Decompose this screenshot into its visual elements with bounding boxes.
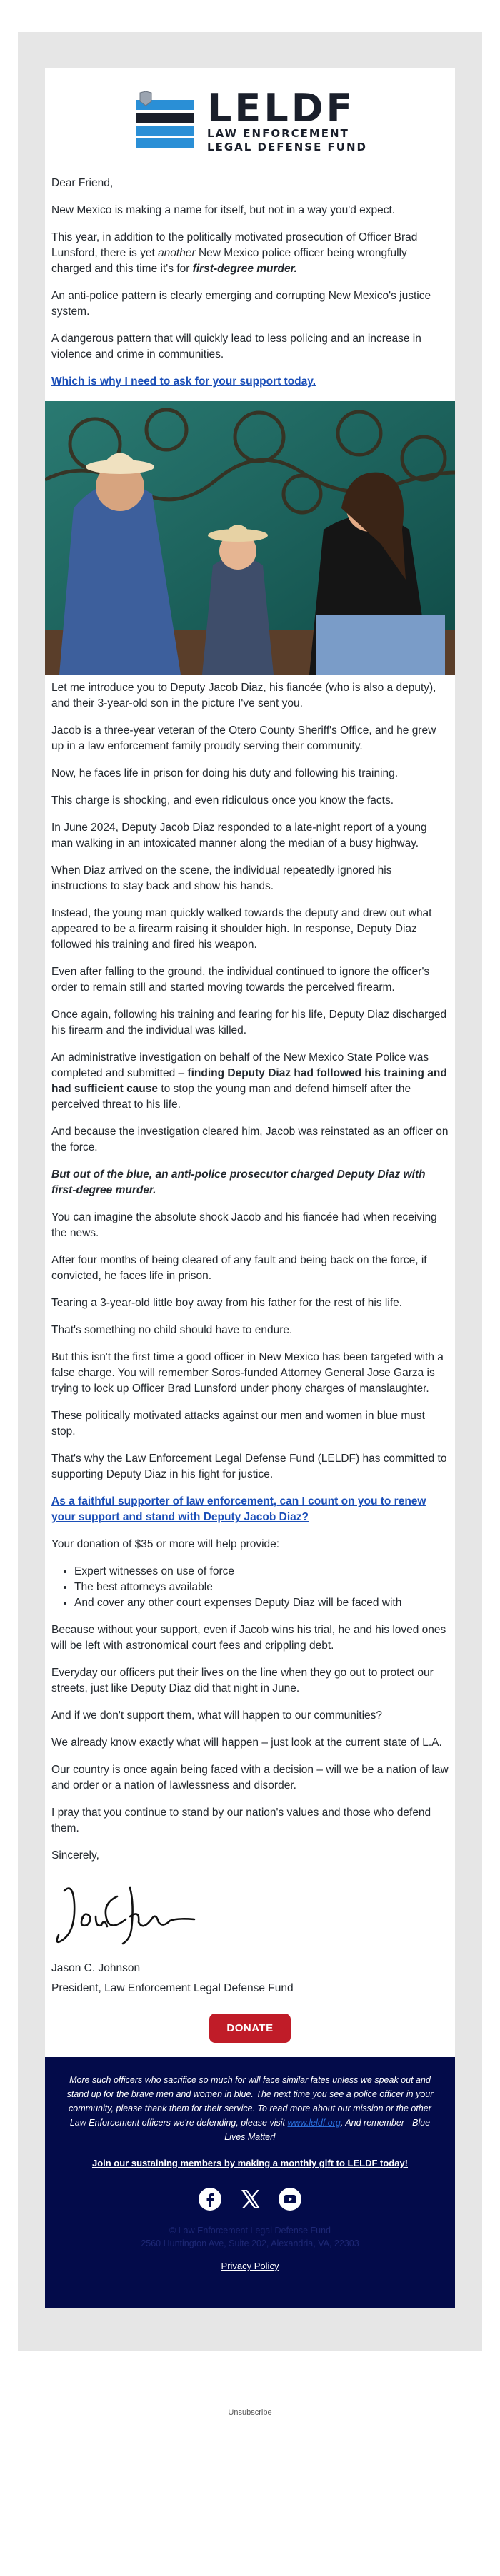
logo-title: LELDF (207, 85, 356, 131)
badge-icon (133, 91, 197, 153)
unsubscribe-link[interactable]: Unsubscribe (228, 2408, 272, 2417)
paragraph: Even after falling to the ground, the individual continued to ignore the officer's order to remain still and started moving towards the perceived firearm. (51, 966, 430, 994)
support-link[interactable]: Which is why I need to ask for your support today. (51, 375, 316, 388)
paragraph: And because the investigation cleared him, Jacob was reinstated as an officer on the force. (51, 1126, 449, 1153)
paragraph: Because without your support, even if Jacob wins his trial, he and his loved ones will be left with astronomical court fees and crippling debt. (51, 1624, 446, 1652)
paragraph: When Diaz arrived on the scene, the individual repeatedly ignored his instructions to stay back and show his hands. (51, 864, 392, 892)
list-item: • The best attorneys available (74, 1580, 449, 1595)
logo-subtitle-2: LEGAL DEFENSE FUND (207, 140, 367, 153)
leldf-logo (51, 85, 449, 156)
paragraph: These politically motivated attacks against our men and women in blue must stop. (51, 1410, 425, 1438)
privacy-policy-link[interactable]: Privacy Policy (221, 2261, 279, 2271)
paragraph: In June 2024, Deputy Jacob Diaz responded to a late-night report of a young man walking in an intoxicated manner along the median of a busy highway. (51, 822, 427, 849)
paragraph: Jacob is a three-year veteran of the Otero County Sheriff's Office, and he grew up in a law enforcement family proudly serving their community. (51, 724, 436, 752)
paragraph: This year, in addition to the politically motivated prosecution of Officer Brad Lunsford, there is yet another New Mexico police officer being wrongfully charged and this time it's for first-degree murder. (51, 231, 418, 275)
paragraph: Let me introduce you to Deputy Jacob Diaz, his fiancée (who is also a deputy), and their 3-year-old son in the picture I've sent you. (51, 682, 436, 709)
paragraph: Instead, the young man quickly walked towards the deputy and drew out what appeared to be a firearm raising it shoulder high. In response, Deputy Diaz followed his training and fired his weapon. (51, 907, 432, 951)
paragraph: Everyday our officers put their lives on the line when they go out to protect our streets, just like Deputy Diaz did that night in June. (51, 1667, 434, 1694)
paragraph: You can imagine the absolute shock Jacob and his fiancée had when receiving the news. (51, 1211, 437, 1239)
donate-wrap (51, 2008, 449, 2057)
paragraph: A dangerous pattern that will quickly lead to less policing and an increase in violence and crime in communities. (51, 333, 421, 360)
signer-name: Jason C. Johnson (51, 1962, 141, 1974)
join-link[interactable]: Join our sustaining members by making a monthly gift to LELDF today! (91, 2158, 409, 2168)
paragraph: Now, he faces life in prison for doing his duty and following his training. (51, 767, 399, 779)
logo-subtitle-1: LAW ENFORCEMENT (207, 126, 349, 140)
paragraph: New Mexico is making a name for itself, but not in a way you'd expect. (51, 204, 396, 216)
footer-address: © Law Enforcement Legal Defense Fund 2560 Huntington Ave, Suite 202, Alexandria, VA, 22303 (141, 2226, 359, 2248)
benefits-list (51, 1564, 449, 1611)
closing: Sincerely, (51, 1849, 99, 1862)
email-frame (18, 32, 482, 2351)
youtube-icon[interactable] (278, 2187, 302, 2211)
facebook-icon[interactable] (198, 2187, 222, 2211)
paragraph: An anti-police pattern is clearly emerging and corrupting New Mexico's justice system. (51, 290, 431, 318)
support-link-paragraph (51, 374, 449, 390)
paragraph: Tearing a 3-year-old little boy away from his father for the rest of his life. (51, 1297, 403, 1309)
paragraph: I pray that you continue to stand by our nation's values and those who defend them. (51, 1807, 431, 1834)
paragraph: That's why the Law Enforcement Legal Defense Fund (LELDF) has committed to supporting Deputy Diaz in his fight for justice. (51, 1453, 447, 1480)
greeting: Dear Friend, (51, 177, 114, 189)
paragraph: Your donation of $35 or more will help provide: (51, 1538, 280, 1550)
paragraph: An administrative investigation on behalf of the New Mexico State Police was completed and submitted – finding Deputy Diaz had followed his training and had sufficient cause to stop the young man and defend himself after the perceived threat to his life. (51, 1051, 447, 1111)
paragraph: But this isn't the first time a good officer in New Mexico has been targeted with a false charge. You will remember Soros-funded Attorney General Jose Garza is trying to lock up Officer Brad Lunsford under phony charges of manslaughter. (51, 1351, 444, 1395)
renew-support-link[interactable]: As a faithful supporter of law enforcement, can I count on you to renew your support and stand with Deputy Jacob Diaz? (51, 1495, 426, 1523)
paragraph: This charge is shocking, and even ridiculous once you know the facts. (51, 794, 394, 807)
paragraph: We already know exactly what will happen – just look at the current state of L.A. (51, 1737, 442, 1749)
paragraph: After four months of being cleared of any fault and being back on the force, if convicted, he faces life in prison. (51, 1254, 427, 1282)
paragraph: And if we don't support them, what will happen to our communities? (51, 1709, 383, 1722)
footer (45, 2057, 455, 2308)
signer-title: President, Law Enforcement Legal Defense Fund (51, 1982, 294, 1994)
email-card (45, 68, 455, 2308)
renew-link-paragraph (51, 1494, 449, 1525)
x-icon[interactable] (238, 2187, 262, 2211)
paragraph: That's something no child should have to endure. (51, 1324, 293, 1336)
family-photo (45, 401, 455, 675)
donate-button[interactable]: DONATE (209, 2014, 290, 2043)
list-item: • And cover any other court expenses Deputy Diaz will be faced with (74, 1595, 449, 1611)
paragraph: But out of the blue, an anti-police prosecutor charged Deputy Diaz with first-degree murder. (51, 1168, 426, 1196)
list-item: • Expert witnesses on use of force (74, 1564, 449, 1580)
website-link[interactable]: www.leldf.org (287, 2118, 341, 2128)
signature-image (51, 1875, 449, 1954)
paragraph: Our country is once again being faced with a decision – will we be a nation of law and order or a nation of lawlessness and disorder. (51, 1764, 449, 1792)
footer-message: More such officers who sacrifice so much for will face similar fates unless we speak out and stand up for the brave men and women in blue. The next time you see a police officer in your community, please thank them for their service. To read more about our mission or the other Law Enforcement officers we're defending, please visit www.leldf.org. And remember - Blue Lives Matter! (66, 2075, 434, 2142)
paragraph: Once again, following his training and fearing for his life, Deputy Diaz discharged his firearm and the individual was killed. (51, 1009, 447, 1036)
social-links (59, 2187, 441, 2211)
